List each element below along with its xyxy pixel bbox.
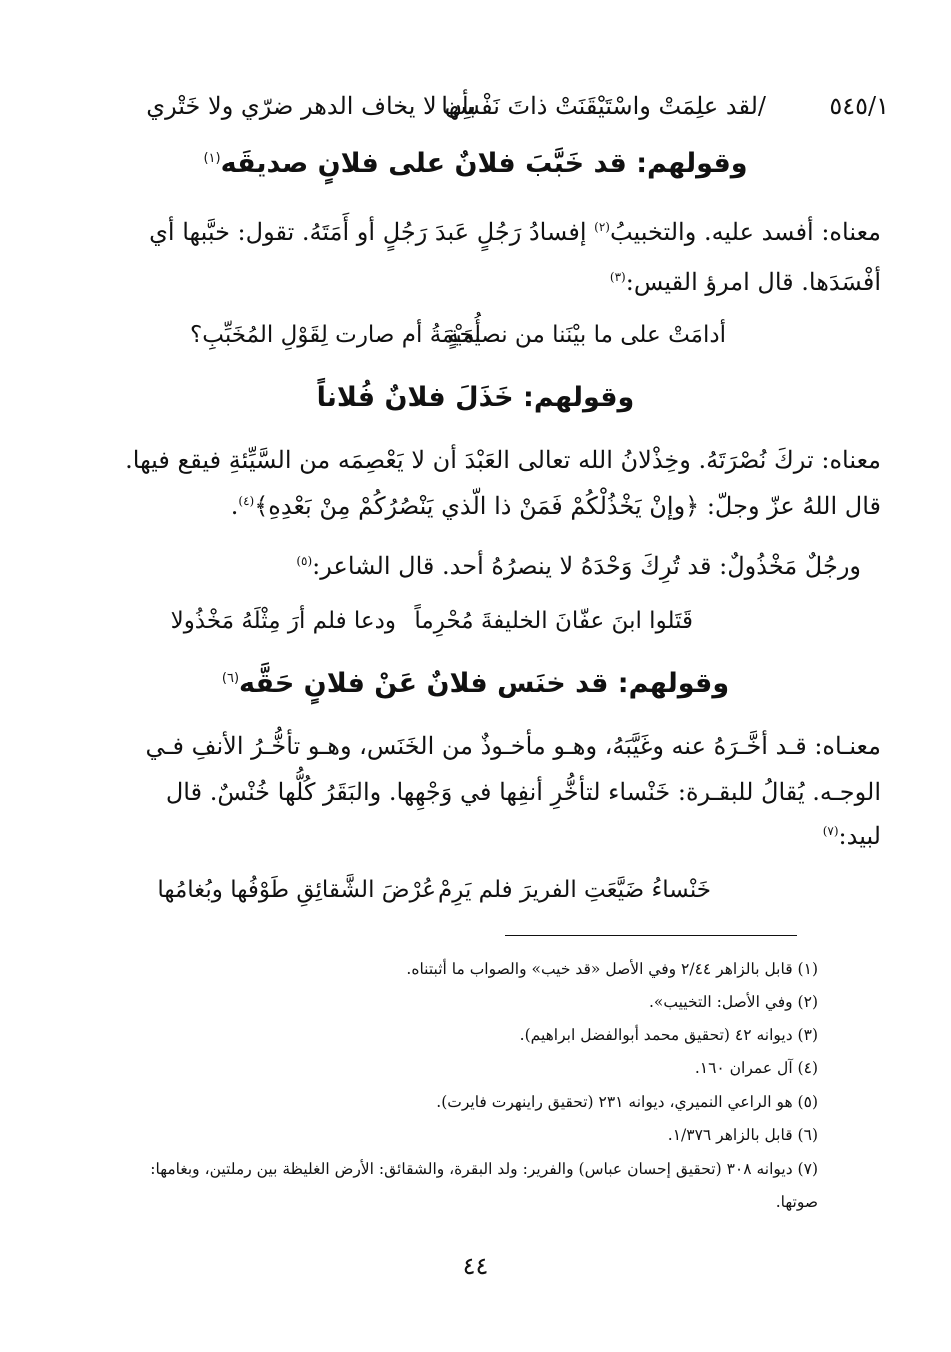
footnote-1: (١) قابل بالزاهر ٢/٤٤ وفي الأصل «قد خيب» والصواب ما أثبتناه.: [406, 960, 818, 978]
top-verse-second-hemistich: بأن لا يخاف الدهر ضرّي ولا خَتْري: [146, 92, 476, 120]
footnote-ref-3: (٣): [609, 270, 626, 284]
paragraph-line: أفْسَدَها. قال امرؤ القيس:$^{(٣)}$: [609, 268, 881, 296]
footnote-3: (٣) ديوانه ٤٢ (تحقيق محمد أبوالفضل ابراهيم).: [519, 1026, 818, 1044]
footnote-2: (٢) وفي الأصل: التخييب».: [649, 993, 818, 1011]
footnote-ref-5: (٥): [296, 554, 313, 568]
page-number: ٤٤: [462, 1252, 489, 1280]
paragraph-line: لبيد:$^{(٧)}$: [822, 822, 881, 850]
paragraph-line: الوجـه. يُقالُ للبقـرة: خَنْساء لتأخُّرِ أنفِها في وَجْهِها. والبَقَرُ كُلُّها خُنْسٌ. قال: [165, 778, 881, 806]
footnote-4: (٤) آل عمران ١٦٠.: [694, 1059, 818, 1077]
top-verse-first-hemistich: /لقد علِمَتْ واسْتَيْقَنَتْ ذاتَ نَفْسِها: [441, 92, 766, 120]
section-heading-khadhala: وقولهم: خَذَلَ فلانٌ فُلاناً: [316, 382, 635, 413]
footnote-7: (٧) ديوانه ٣٠٨ (تحقيق إحسان عباس) والفرير: ولد البقرة، والشقائق: الأرض الغليظة بين رملتين، وبغامها:: [150, 1160, 818, 1178]
footnote-ref-6: (٦): [221, 671, 240, 686]
footnote-ref-7: (٧): [822, 824, 839, 838]
verse-second-hemistich: أُمَيْمَةُ أم صارت لِقَوْلِ المُخَبِّبِ؟: [190, 322, 481, 348]
verse-first-hemistich: أدامَتْ على ما بيْنَنا من نصيحةٍ: [447, 322, 726, 348]
verse-second-hemistich: عُرْضَ الشَّقائِقِ طَوْفُها وبُغامُها: [157, 877, 436, 903]
section-heading-khanasa: وقولهم: قد خنَس فلانٌ عَنْ فلانٍ حَقَّه$^{(٦)}$: [221, 668, 730, 699]
verse-first-hemistich: خَنْساءُ ضَيَّعَتِ الفريرَ فلم يَرِمْ: [438, 877, 711, 903]
page-reference: ٥٤٥/١: [829, 92, 889, 120]
section-heading-khabbaba: وقولهم: قد خَبَّبَ فلانٌ على فلانٍ صديقَه$^{(١)}$: [203, 148, 748, 179]
paragraph-line: قال اللهُ عزّ وجلّ: ﴿وإنْ يَخْذُلْكُمْ فَمَنْ ذا الّذي يَنْصُرُكُمْ مِنْ بَعْدِهِ﴾$^{(٤)}$.: [230, 492, 881, 520]
footnote-6: (٦) قابل بالزاهر ١/٣٧٦.: [667, 1126, 818, 1144]
footnote-ref-1: (١): [203, 151, 221, 166]
footnote-ref-2: (٢): [594, 220, 610, 234]
paragraph-line: معناه: تركَ نُصْرَتَهُ. وخِذْلانُ الله تعالى العَبْدَ أن لا يَعْصِمَه من السَّيِّئةِ فيقع فيها.: [125, 446, 881, 474]
footnote-ref-4: (٤): [238, 494, 255, 508]
verse-first-hemistich: قَتَلوا ابنَ عفّانَ الخليفةَ مُحْرِماً: [414, 608, 693, 634]
footnote-7-continuation: صوتها.: [775, 1193, 818, 1211]
paragraph-line: ورجُلٌ مَخْذُولٌ: قد تُرِكَ وَحْدَهُ لا ينصرُهُ أحد. قال الشاعر:$^{(٥)}$: [296, 552, 861, 580]
verse-second-hemistich: ودعا فلم أرَ مِثْلَهُ مَخْذُولا: [170, 608, 396, 634]
paragraph-line: معنـاه: قـد أخَّـرَهُ عنه وغَيَّبَهُ، وهـو مأخـوذٌ من الخَنَس، وهـو تأخُّـرُ الأنفِ فـي: [145, 732, 881, 760]
footnote-separator: [505, 935, 797, 936]
footnote-5: (٥) هو الراعي النميري، ديوانه ٢٣١ (تحقيق راينهرت فايرت).: [436, 1093, 818, 1111]
paragraph-line: معناه: أفسد عليه. والتخبيبُ$^{(٢)}$ إفسادُ رَجُلٍ عَبدَ رَجُلٍ أو أَمَتَهُ. تقول: خبَّبها أي: [149, 218, 881, 246]
